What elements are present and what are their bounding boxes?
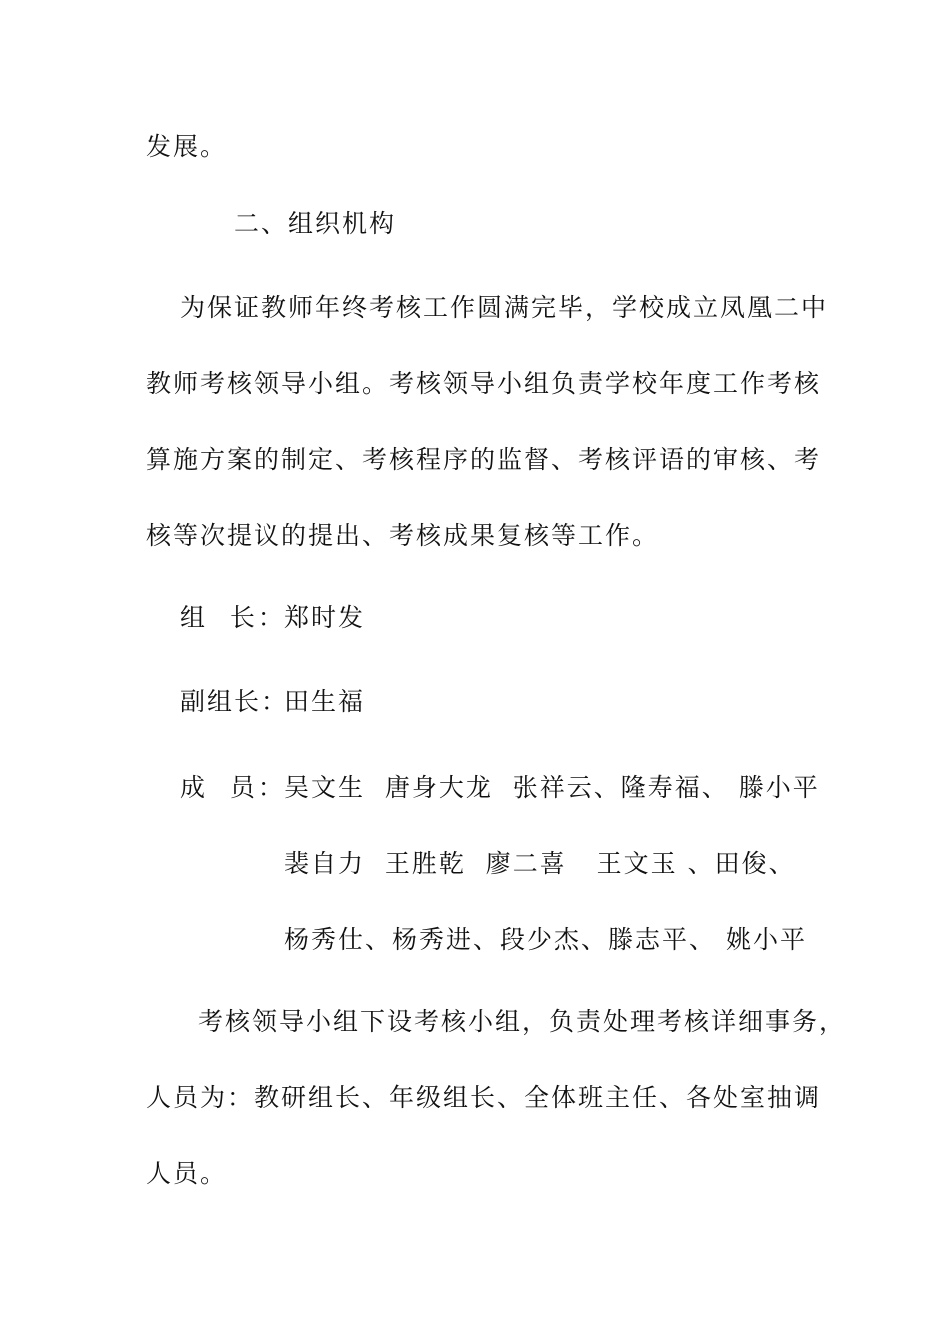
previous-paragraph-tail: 发展。 — [146, 132, 228, 161]
paragraph1-line1: 为保证教师年终考核工作圆满完毕，学校成立凤凰二中 — [180, 293, 829, 322]
leader-label: 组 长： — [180, 603, 286, 632]
paragraph2-line3: 人员。 — [146, 1159, 228, 1188]
leader-name: 郑时发 — [284, 603, 366, 632]
members-row2: 裴自力 王胜乾 廖二喜 王文玉 、田俊、 — [284, 849, 796, 878]
paragraph2-line1: 考核领导小组下设考核小组，负责处理考核详细事务， — [198, 1007, 847, 1036]
section-heading: 二、组织机构 — [234, 209, 397, 238]
members-row3: 杨秀仕、杨秀进、段少杰、滕志平、 姚小平 — [284, 925, 807, 954]
members-label: 成 员： — [180, 773, 286, 802]
deputy-leader-name: 田生福 — [284, 687, 366, 716]
paragraph2-line2: 人员为：教研组长、年级组长、全体班主任、各处室抽调 — [146, 1083, 822, 1112]
paragraph1-line3: 算施方案的制定、考核程序的监督、考核评语的审核、考 — [146, 445, 822, 474]
members-row1: 吴文生 唐身大龙 张祥云、隆寿福、 滕小平 — [284, 773, 820, 802]
paragraph1-line4: 核等次提议的提出、考核成果复核等工作。 — [146, 521, 660, 550]
deputy-leader-label: 副组长： — [180, 687, 289, 716]
paragraph1-line2: 教师考核领导小组。考核领导小组负责学校年度工作考核 — [146, 369, 822, 398]
